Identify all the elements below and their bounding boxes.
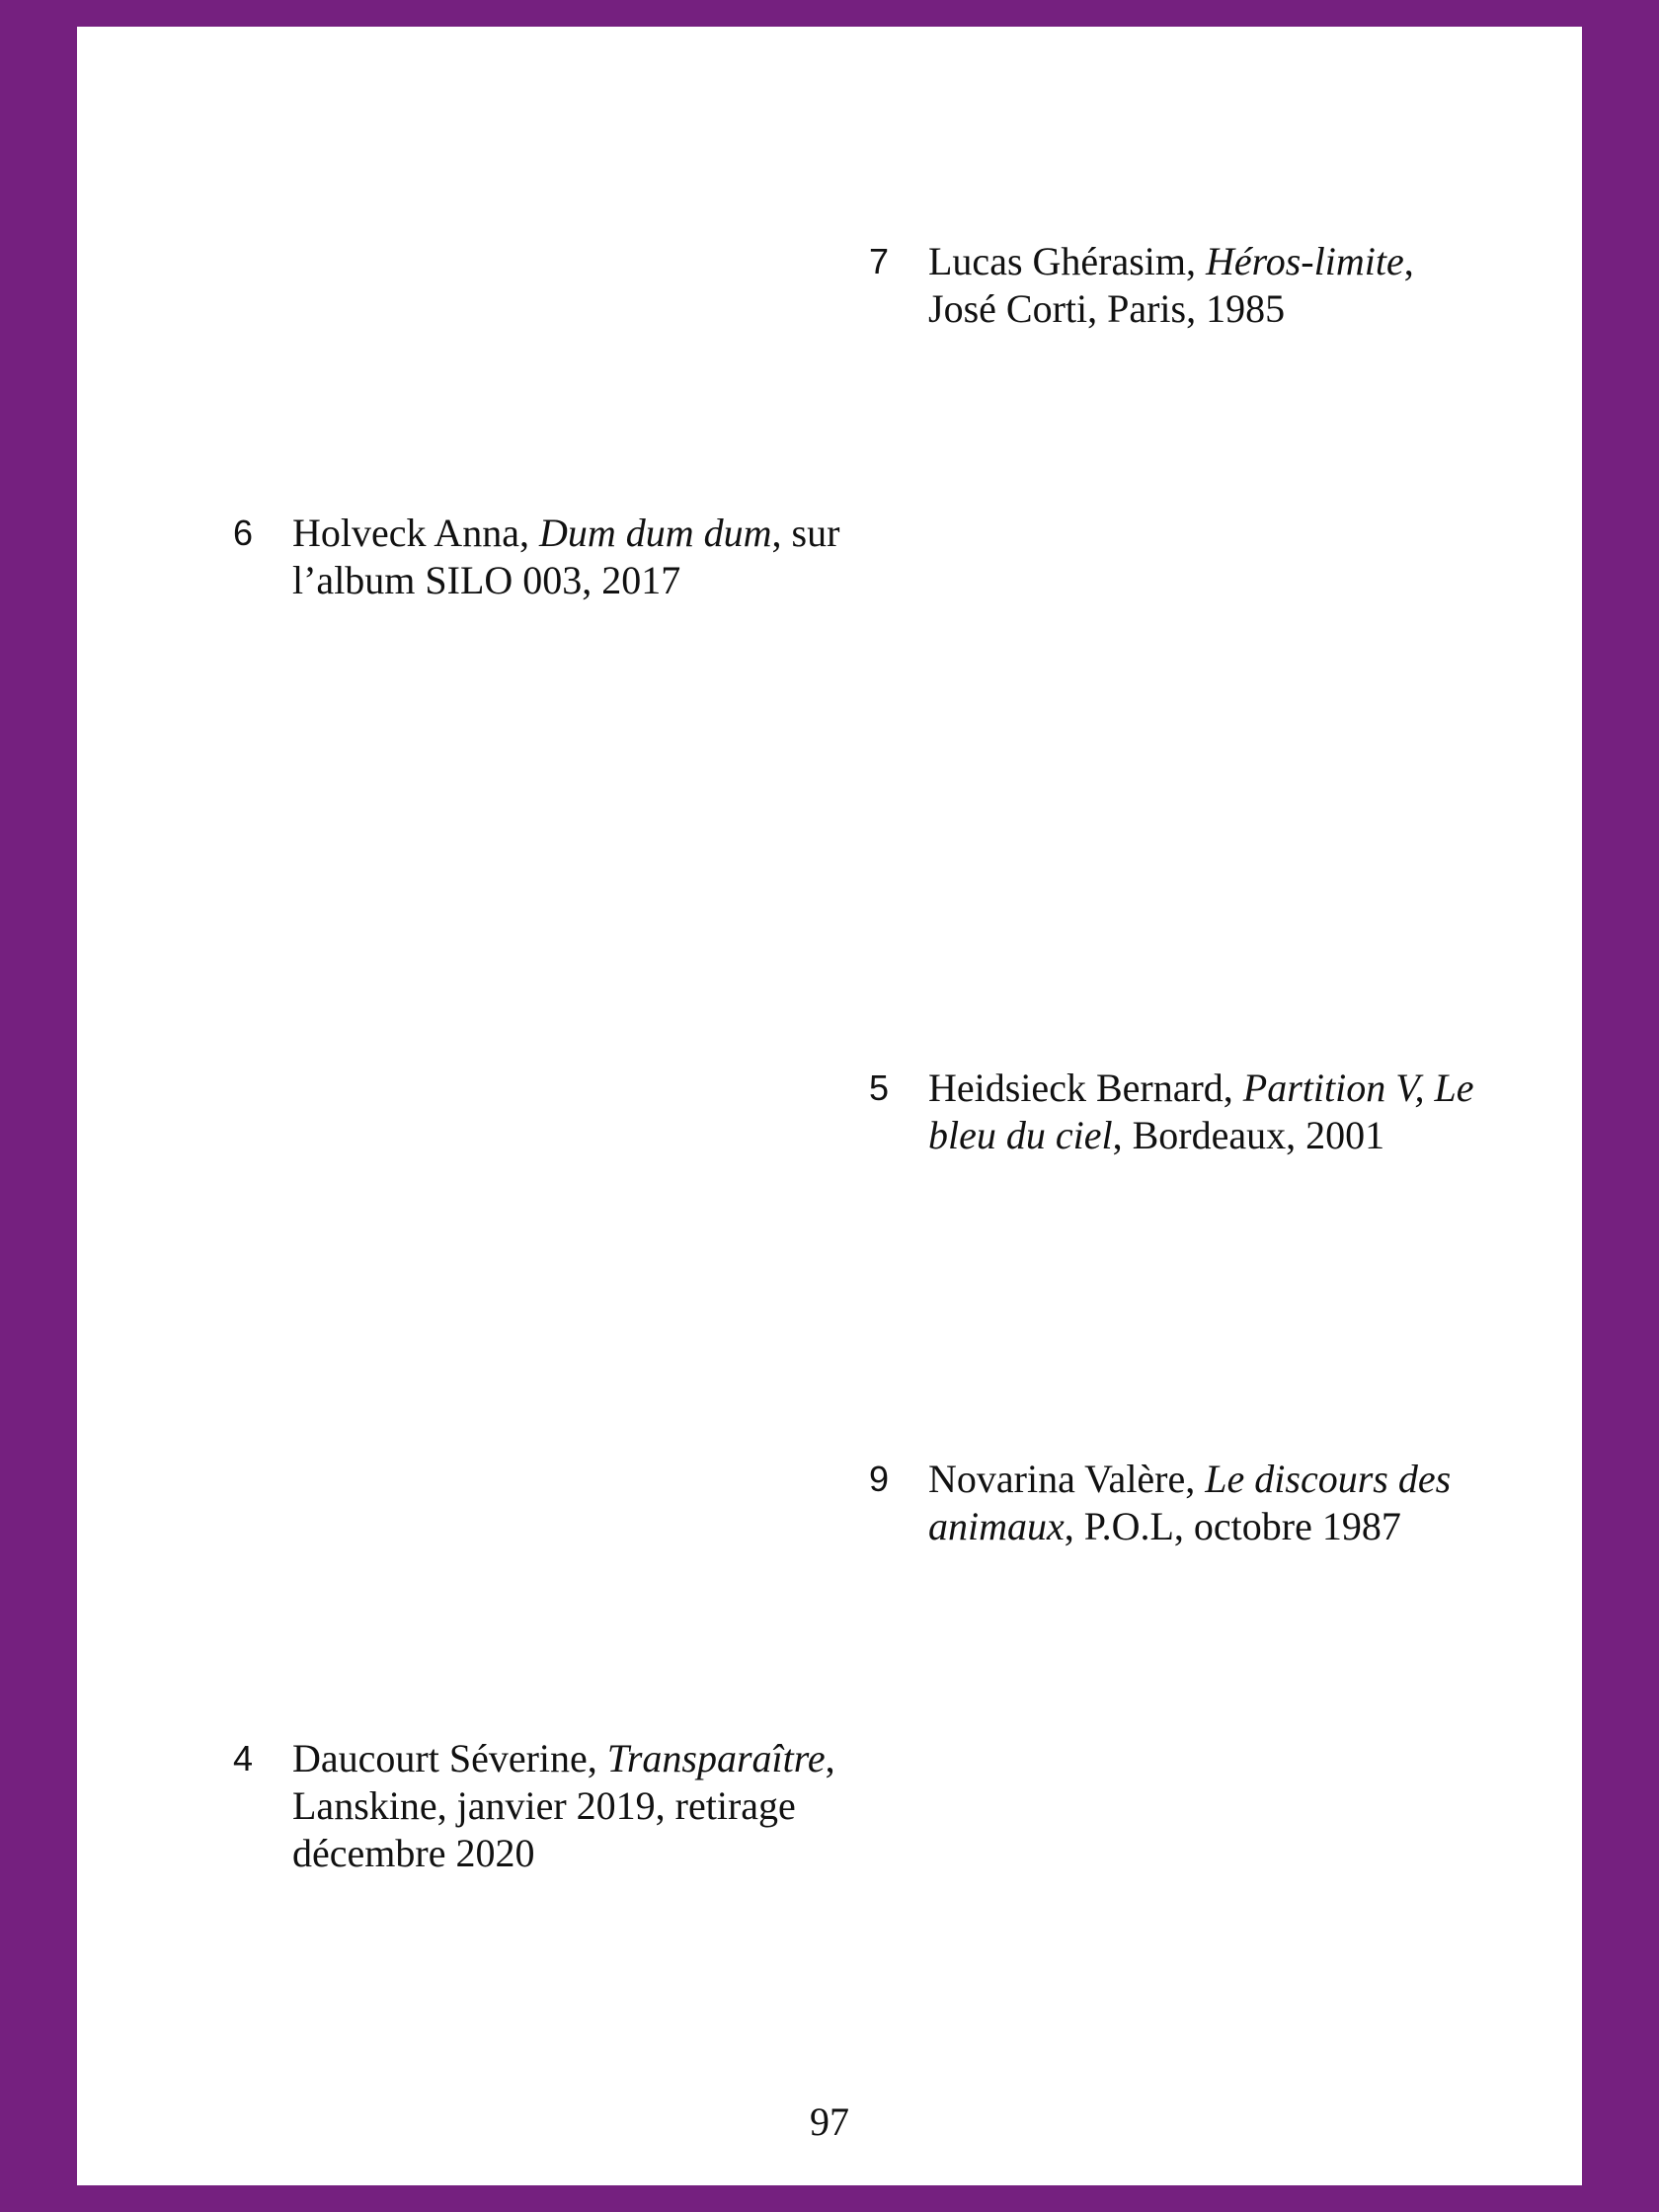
footnote-number: 6 bbox=[233, 513, 254, 553]
footnote-text bbox=[292, 510, 845, 604]
footnote-text bbox=[928, 1456, 1481, 1550]
footnote-author: Heidsieck Bernard, bbox=[928, 1066, 1243, 1110]
footnote-number: 7 bbox=[869, 241, 890, 281]
footnote-text bbox=[292, 1735, 845, 1877]
footnote-publication: , P.O.L, octobre 1987 bbox=[1064, 1504, 1401, 1548]
footnote-title: Dum dum dum bbox=[538, 511, 772, 555]
footnote-publication: , Bordeaux, 2001 bbox=[1112, 1113, 1385, 1157]
footnote-number: 9 bbox=[869, 1459, 890, 1499]
footnote-publication: , sur l’album SILO 003, 2017 bbox=[292, 511, 840, 602]
footnote-title: Transparaître bbox=[606, 1736, 826, 1780]
page-number: 97 bbox=[810, 2099, 849, 2144]
footnote-title: Héros-limite bbox=[1206, 239, 1404, 283]
footnote-title: Partition V, Le bleu du ciel bbox=[928, 1066, 1474, 1157]
footnote-title: Le discours des animaux bbox=[928, 1457, 1452, 1548]
footnote-number: 4 bbox=[233, 1738, 254, 1778]
footnote-author: Novarina Valère, bbox=[928, 1457, 1206, 1501]
footnote-author: Lucas Ghérasim, bbox=[928, 239, 1207, 283]
footnote-publication: , Lanskine, janvier 2019, retirage décembre 2020 bbox=[292, 1736, 835, 1875]
footnote-author: Daucourt Séverine, bbox=[292, 1736, 607, 1780]
footnote-author: Holveck Anna, bbox=[292, 511, 539, 555]
footnote-publication: , José Corti, Paris, 1985 bbox=[928, 239, 1414, 331]
page bbox=[77, 27, 1582, 2185]
footnote-text bbox=[928, 238, 1481, 333]
footnote-text bbox=[928, 1065, 1481, 1159]
footnote-number: 5 bbox=[869, 1067, 890, 1108]
